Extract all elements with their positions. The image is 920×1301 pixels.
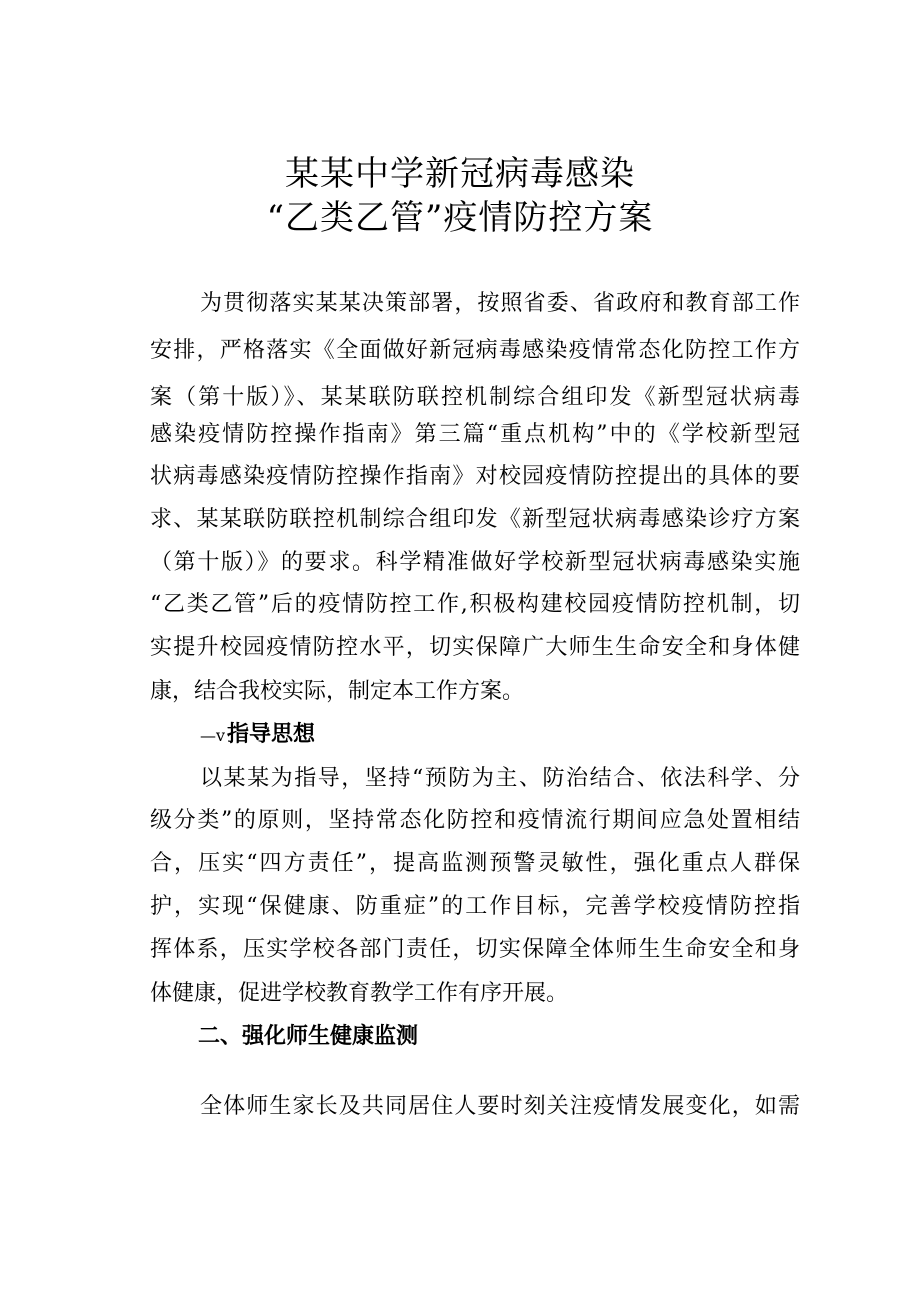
intro-line-3: 案（第十版）》、某某联防联控机制综合组印发《新型冠状病毒	[150, 385, 800, 410]
section2-line-1: 全体师生家长及共同居住人要时刻关注疫情发展变化，如需	[200, 1094, 800, 1119]
section-marker: —v	[200, 726, 226, 745]
section1-line-2: 级分类”的原则，坚持常态化防控和疫情流行期间应急处置相结	[150, 808, 800, 833]
section1-line-3: 合，压实“四方责任”，提高监测预警灵敏性，强化重点人群保	[150, 851, 800, 876]
intro-line-6: 求、某某联防联控机制综合组印发《新型冠状病毒感染诊疗方案	[150, 507, 800, 532]
intro-line-4: 感染疫情防控操作指南》第三篇“重点机构”中的《学校新型冠	[150, 422, 800, 447]
intro-line-9: 实提升校园疫情防控水平，切实保障广大师生生命安全和身体健	[150, 635, 800, 660]
document-title-line-1: 某某中学新冠病毒感染	[285, 154, 635, 194]
intro-line-7: （第十版）》的要求。科学精准做好学校新型冠状病毒感染实施	[150, 550, 800, 575]
section1-line-5: 挥体系，压实学校各部门责任，切实保障全体师生生命安全和身	[150, 937, 800, 962]
section-heading-text: 指导思想	[227, 722, 316, 747]
intro-line-1: 为贯彻落实某某决策部署，按照省委、省政府和教育部工作	[200, 291, 800, 316]
intro-line-8: “乙类乙管”后的疫情防控工作,积极构建校园疫情防控机制，切	[150, 592, 800, 617]
intro-line-2: 安排，严格落实《全面做好新冠病毒感染疫情常态化防控工作方	[150, 338, 800, 363]
intro-line-5: 状病毒感染疫情防控操作指南》对校园疫情防控提出的具体的要	[150, 464, 800, 489]
section1-line-4: 护，实现“保健康、防重症”的工作目标，完善学校疫情防控指	[150, 894, 800, 919]
section-heading-health-monitoring: 二、强化师生健康监测	[198, 1024, 419, 1049]
intro-line-10: 康，结合我校实际，制定本工作方案。	[150, 679, 525, 704]
section1-line-6: 体健康，促进学校教育教学工作有序开展。	[150, 981, 569, 1006]
section-heading-guiding-thought	[200, 720, 315, 751]
section1-line-1: 以某某为指导，坚持“预防为主、防治结合、依法科学、分	[200, 766, 800, 791]
document-title-line-2: “乙类乙管”疫情防控方案	[266, 198, 654, 238]
